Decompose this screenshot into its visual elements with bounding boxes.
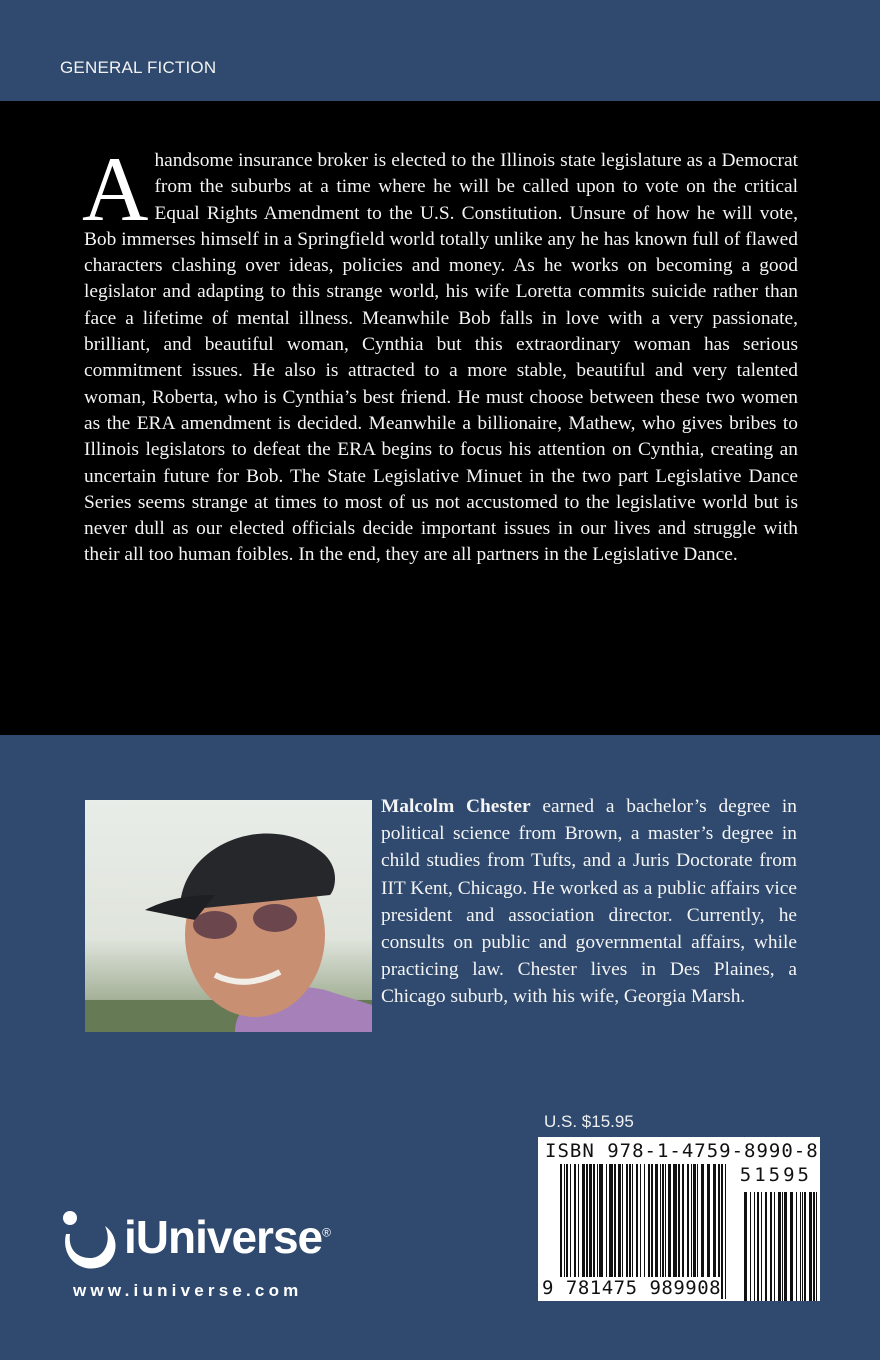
- author-photo: [85, 800, 372, 1032]
- author-name: Malcolm Chester: [381, 796, 531, 817]
- iuniverse-swoosh-icon: [60, 1210, 120, 1276]
- author-bio: [381, 793, 797, 1011]
- isbn-barcode: [538, 1137, 820, 1301]
- price-addon-code: 51595: [739, 1164, 812, 1186]
- ean-number: 9 781475 989908: [542, 1277, 722, 1299]
- barcode-bar: [778, 1192, 781, 1301]
- barcode-bar: [770, 1192, 772, 1301]
- barcode-bar: [800, 1192, 801, 1301]
- barcode-bar: [725, 1164, 726, 1299]
- barcode-bar: [765, 1192, 767, 1301]
- publisher-name: iUniverse: [124, 1211, 323, 1263]
- publisher-url: www.iuniverse.com: [73, 1281, 303, 1300]
- barcode-bar: [761, 1192, 762, 1301]
- barcode-bar: [757, 1192, 759, 1301]
- blurb-text: handsome insurance broker is elected to the Illinois state legislature as a Democrat from the suburbs at a time where he will be called upon to vote on the critical Equal Rights Amendment to the U.S. Constitution. Unsure of how he will vote, Bob immerses himself in a Springfield world totally unlike any he has known full of flawed characters clashing over ideas, policies and money. As he works on becoming a good legislator and adapting to this strange world, his wife Loretta commits suicide rather than face a lifetime of mental illness. Meanwhile Bob falls in love with a very passionate, brilliant, and beautiful woman, Cynthia but this extraordinary woman has serious commitment issues. He also is attracted to a more stable, beautiful and very talented woman, Roberta, who is Cynthia’s best friend. He must choose between these two women as the ERA amendment is decided. Meanwhile a billionaire, Mathew, who gives bribes to Illinois legislators to defeat the ERA begins to focus his attention on Cynthia, creating an uncertain future for Bob. The State Legislative Minuet in the two part Legislative Dance Series seems strange at times to most of us not accustomed to the legislative world but is never dull as our elected officials decide important issues in our lives and struggle with their all too human foibles. In the end, they are all partners in the Legislative Dance.: [84, 150, 798, 566]
- barcode-bar: [754, 1192, 755, 1301]
- barcode-bar: [809, 1192, 812, 1301]
- isbn-number: ISBN 978-1-4759-8990-8: [545, 1140, 819, 1162]
- barcode-bar: [813, 1192, 815, 1301]
- barcode-bar: [802, 1192, 803, 1301]
- registered-mark: ®: [322, 1225, 330, 1240]
- price: U.S. $15.95: [544, 1112, 634, 1131]
- barcode-bar: [796, 1192, 797, 1301]
- barcode-bar: [790, 1192, 793, 1301]
- book-blurb: [82, 138, 798, 569]
- author-bio-text: earned a bachelor’s degree in political science from Brown, a master’s degree in child studies from Tufts, and a Juris Doctorate from IIT Kent, Chicago. He worked as a public affairs vice president and association director. Currently, he consults on public and governmental affairs, while practicing law. Chester lives in Des Plaines, a Chicago suburb, with his wife, Georgia Marsh.: [381, 796, 797, 1008]
- barcode-bar: [774, 1192, 775, 1301]
- barcode-bar: [750, 1192, 751, 1301]
- barcode-bar: [782, 1192, 783, 1301]
- barcode-bar: [784, 1192, 787, 1301]
- barcode-bar: [816, 1192, 817, 1301]
- drop-cap: A: [82, 138, 149, 240]
- publisher-logo: [60, 1210, 330, 1281]
- barcode-bar: [804, 1192, 806, 1301]
- genre-label: GENERAL FICTION: [60, 58, 217, 77]
- barcode-bar: [744, 1192, 747, 1301]
- barcode-bar: [721, 1164, 723, 1299]
